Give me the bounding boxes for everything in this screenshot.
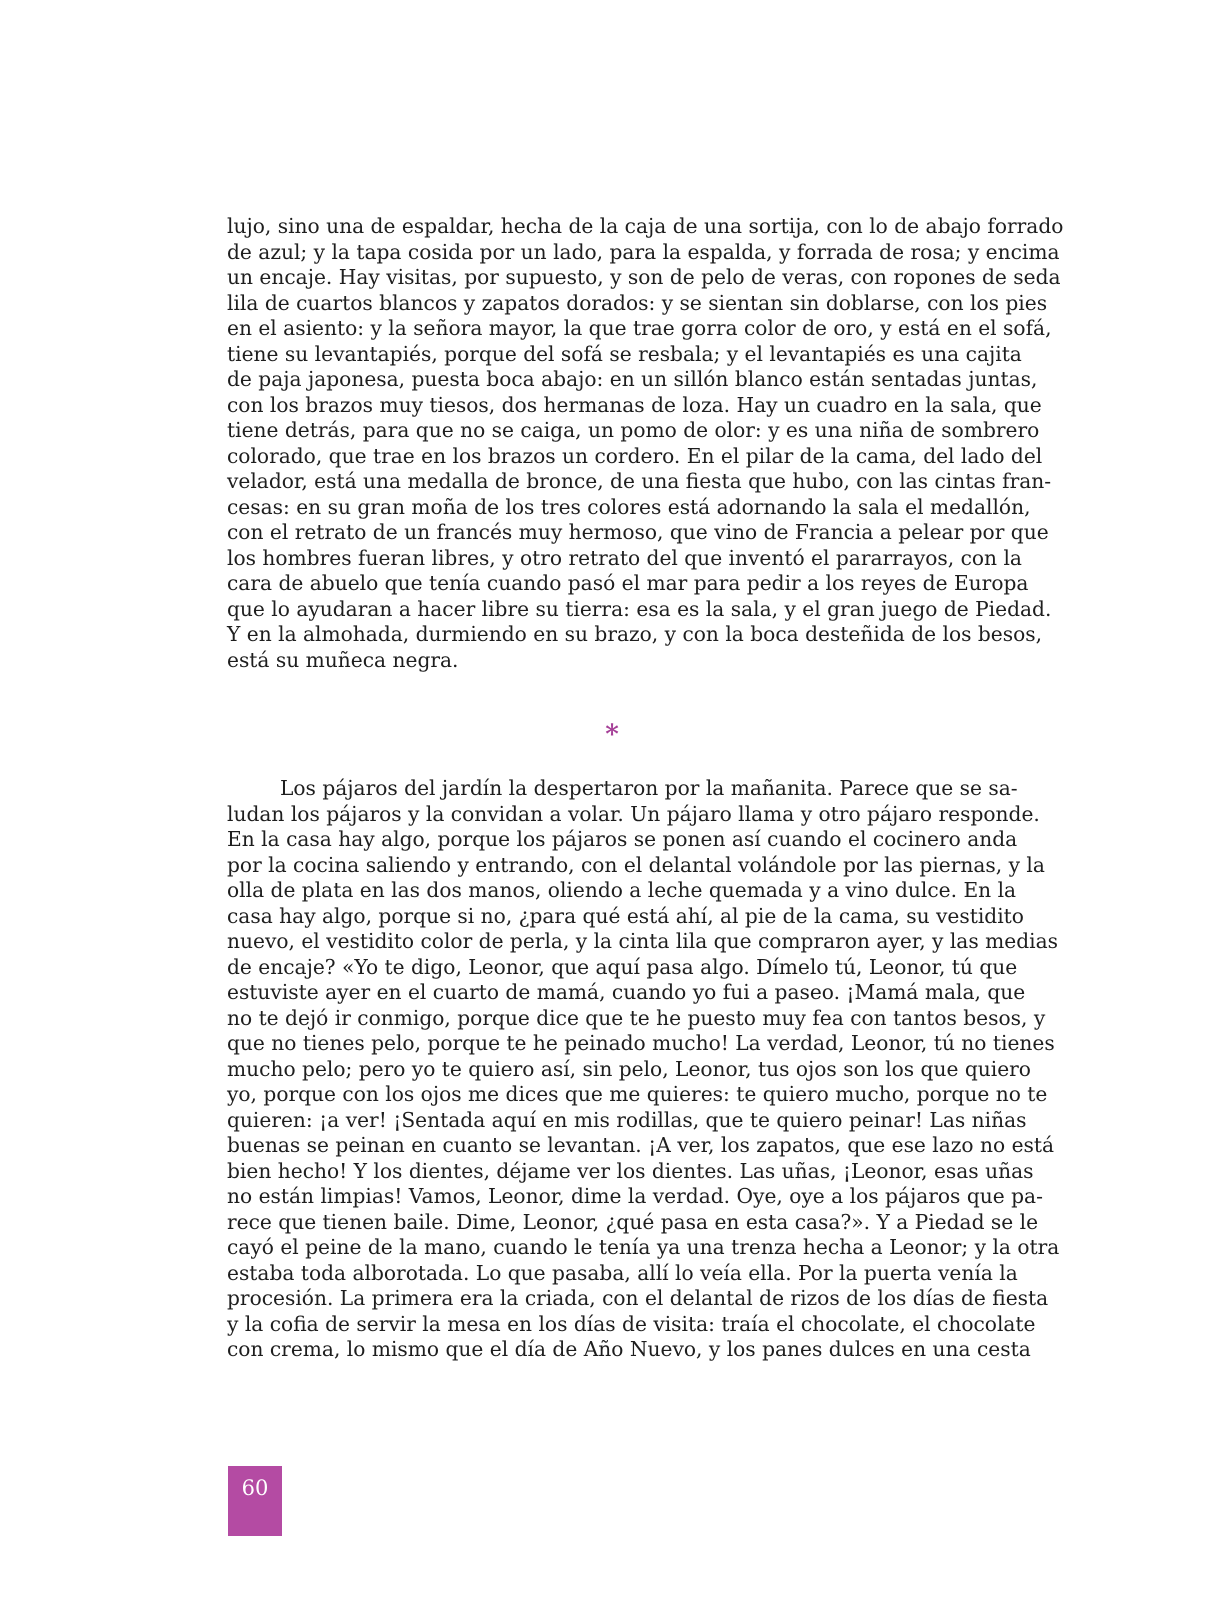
- text-line: ludan los pájaros y la convidan a volar. Un pájaro llama y otro pájaro responde.: [227, 801, 1040, 826]
- text-line: que lo ayudaran a hacer libre su tierra: esa es la sala, y el gran juego de Piedad.: [227, 596, 1052, 621]
- text-line: de azul; y la tapa cosida por un lado, para la espalda, y forrada de rosa; y encima: [227, 239, 1060, 264]
- section-separator-asterisk: *: [605, 720, 619, 750]
- text-line: con crema, lo mismo que el día de Año Nuevo, y los panes dulces en una cesta: [227, 1337, 1031, 1361]
- page-number: 60: [241, 1476, 269, 1500]
- text-line: nuevo, el vestidito color de perla, y la cinta lila que compraron ayer, y las medias: [227, 929, 1058, 953]
- text-line: de encaje? «Yo te digo, Leonor, que aquí pasa algo. Dímelo tú, Leonor, tú que: [227, 954, 1018, 979]
- text-line: buenas se peinan en cuanto se levantan. ¡A ver, los zapatos, que ese lazo no está: [227, 1133, 1055, 1157]
- text-line: cayó el peine de la mano, cuando le tenía ya una trenza hecha a Leonor; y la otra: [227, 1235, 1060, 1259]
- text-line: de paja japonesa, puesta boca abajo: en un sillón blanco están sentadas juntas,: [227, 367, 1038, 391]
- paragraph-new-section: [227, 776, 1060, 1363]
- text-line: no te dejó ir conmigo, porque dice que te he puesto muy fea con tantos besos, y: [227, 1005, 1046, 1030]
- text-line: procesión. La primera era la criada, con el delantal de rizos de los días de fiesta: [227, 1286, 1049, 1310]
- text-line: bien hecho! Y los dientes, déjame ver los dientes. Las uñas, ¡Leonor, esas uñas: [227, 1158, 1034, 1183]
- text-line: con los brazos muy tiesos, dos hermanas de loza. Hay un cuadro en la sala, que: [227, 392, 1042, 417]
- text-line: no están limpias! Vamos, Leonor, dime la verdad. Oye, oye a los pájaros que pa-: [227, 1184, 1043, 1208]
- text-line: rece que tienen baile. Dime, Leonor, ¿qué pasa en esta casa?». Y a Piedad se le: [227, 1209, 1039, 1234]
- page-number-tab: [228, 1466, 282, 1536]
- text-line: cesas: en su gran moña de los tres colores está adornando la sala el medallón,: [227, 494, 1031, 519]
- text-line: por la cocina saliendo y entrando, con el delantal volándole por las piernas, y la: [227, 852, 1045, 877]
- text-line: estaba toda alborotada. Lo que pasaba, allí lo veía ella. Por la puerta venía la: [227, 1260, 1018, 1285]
- text-line: con el retrato de un francés muy hermoso, que vino de Francia a pelear por que: [227, 520, 1049, 544]
- text-line: lila de cuartos blancos y zapatos dorados: y se sientan sin doblarse, con los pies: [227, 290, 1048, 315]
- text-line: quieren: ¡a ver! ¡Sentada aquí en mis rodillas, que te quiero peinar! Las niñas: [227, 1107, 1027, 1132]
- text-line: lujo, sino una de espaldar, hecha de la caja de una sortija, con lo de abajo forrado: [227, 214, 1064, 238]
- text-line: casa hay algo, porque si no, ¿para qué está ahí, al pie de la cama, su vestidito: [227, 903, 1024, 928]
- text-line: tiene detrás, para que no se caiga, un pomo de olor: y es una niña de sombrero: [227, 418, 1040, 442]
- text-line: que no tienes pelo, porque te he peinado mucho! La verdad, Leonor, tú no tienes: [227, 1031, 1055, 1055]
- text-line: tiene su levantapiés, porque del sofá se resbala; y el levantapiés es una cajita: [227, 341, 1022, 366]
- text-line: velador, está una medalla de bronce, de una fiesta que hubo, con las cintas fran-: [227, 469, 1052, 493]
- text-line: Y en la almohada, durmiendo en su brazo, y con la boca desteñida de los besos,: [227, 622, 1043, 646]
- text-line: yo, porque con los ojos me dices que me quieres: te quiero mucho, porque no te: [227, 1082, 1048, 1106]
- text-line: mucho pelo; pero yo te quiero así, sin pelo, Leonor, tus ojos son los que quiero: [227, 1056, 1031, 1081]
- text-line: los hombres fueran libres, y otro retrato del que inventó el pararrayos, con la: [227, 545, 1022, 570]
- text-line: en el asiento: y la señora mayor, la que trae gorra color de oro, y está en el sofá,: [227, 316, 1052, 340]
- text-line: colorado, que trae en los brazos un cordero. En el pilar de la cama, del lado del: [227, 443, 1043, 468]
- text-line: está su muñeca negra.: [227, 647, 459, 672]
- text-line: olla de plata en las dos manos, oliendo a leche quemada y a vino dulce. En la: [227, 878, 1017, 902]
- text-line: estuviste ayer en el cuarto de mamá, cuando yo fui a paseo. ¡Mamá mala, que: [227, 980, 1026, 1004]
- text-line: y la cofia de servir la mesa en los días de visita: traía el chocolate, el chocolate: [227, 1311, 1036, 1336]
- paragraph-continuation: [227, 214, 1064, 673]
- text-line: cara de abuelo que tenía cuando pasó el mar para pedir a los reyes de Europa: [227, 571, 1029, 595]
- text-line: En la casa hay algo, porque los pájaros se ponen así cuando el cocinero anda: [227, 827, 1018, 851]
- text-line: un encaje. Hay visitas, por supuesto, y son de pelo de veras, con ropones de seda: [227, 265, 1061, 289]
- text-line: Los pájaros del jardín la despertaron por la mañanita. Parece que se sa-: [280, 776, 1018, 800]
